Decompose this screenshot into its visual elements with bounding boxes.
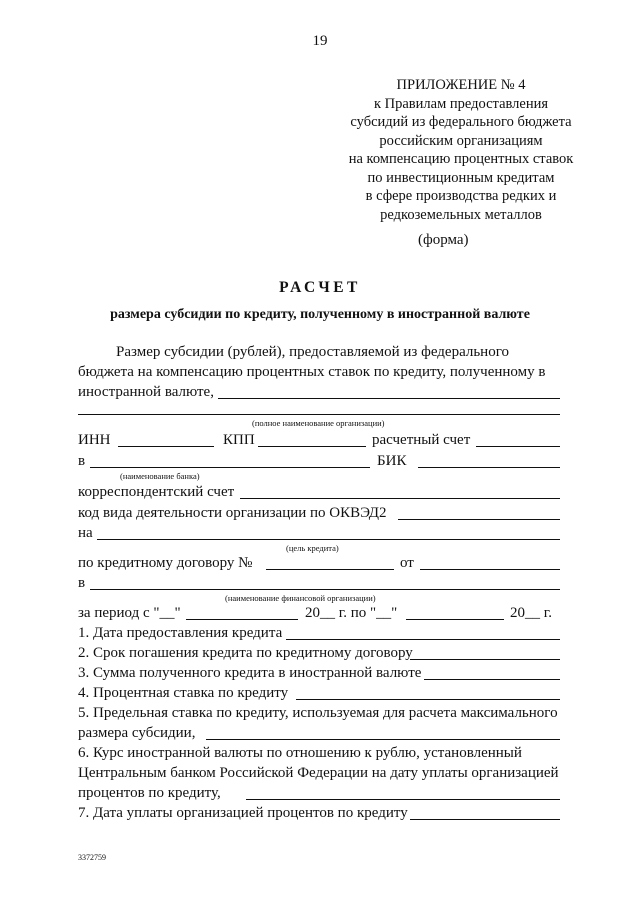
caption-credit-purpose: (цель кредита) (286, 543, 339, 553)
item-6-line-2: Центральным банком Российской Федерации на дату уплаты организацией (78, 765, 559, 781)
appendix-line: по инвестиционным кредитам (367, 169, 555, 186)
form-label: (форма) (418, 232, 469, 248)
appendix-line: к Правилам предоставления (373, 95, 549, 112)
item-2-field[interactable] (410, 659, 560, 660)
contract-date-field[interactable] (420, 569, 560, 570)
fin-org-prefix: в (78, 575, 86, 591)
okved-label: код вида деятельности организации по ОКВЭД2 (78, 505, 387, 521)
period-from-field[interactable] (186, 619, 298, 620)
caption-fin-org: (наименование финансовой организации) (225, 593, 376, 603)
inn-label: ИНН (78, 432, 111, 448)
item-5-field[interactable] (206, 739, 560, 740)
document-code: 3372759 (78, 853, 106, 862)
intro-line-3-row (78, 382, 214, 402)
bik-field[interactable] (418, 467, 560, 468)
appendix-line: в сфере производства редких и (365, 188, 557, 204)
credit-purpose-field[interactable] (97, 539, 560, 540)
contract-label: по кредитному договору № (78, 555, 253, 571)
item-6-line-1: 6. Курс иностранной валюты по отношению к рублю, установленный (78, 745, 522, 761)
appendix-line: субсидий из федерального бюджета (350, 114, 572, 130)
org-name-fill-1[interactable] (218, 398, 560, 399)
inn-field[interactable] (118, 446, 214, 447)
fin-org-field[interactable] (90, 589, 560, 590)
item-4-field[interactable] (296, 699, 560, 700)
appendix-line: на компенсацию процентных ставок (348, 151, 574, 167)
period-to-label: 20__ г. по "__" (305, 605, 398, 621)
item-6-line-3: процентов по кредиту, (78, 785, 221, 801)
org-name-fill-2[interactable] (78, 414, 560, 415)
period-year-label: 20__ г. (510, 605, 552, 621)
okved-field[interactable] (398, 519, 560, 520)
account-label: расчетный счет (372, 432, 471, 448)
appendix-line: редкоземельных металлов (380, 206, 542, 223)
period-to-field[interactable] (406, 619, 504, 620)
page-number: 19 (312, 33, 328, 49)
period-from-label: за период с "__" (78, 605, 181, 621)
document-title: РАСЧЕТ (279, 279, 361, 296)
bank-prefix: в (78, 453, 86, 469)
kpp-field[interactable] (258, 446, 366, 447)
caption-bank-name: (наименование банка) (120, 471, 200, 481)
bik-label: БИК (377, 453, 407, 469)
corr-account-label: корреспондентский счет (78, 484, 235, 500)
contract-number-field[interactable] (266, 569, 394, 570)
item-1-label: 1. Дата предоставления кредита (78, 625, 283, 641)
item-7-label: 7. Дата уплаты организацией процентов по кредиту (78, 805, 408, 821)
intro-paragraph (78, 343, 560, 382)
appendix-line: российским организациям (379, 132, 543, 149)
bank-name-field[interactable] (90, 467, 370, 468)
contract-date-label: от (400, 555, 414, 571)
item-3-field[interactable] (424, 679, 560, 680)
intro-line-2: бюджета на компенсацию процентных ставок по кредиту, полученному в (78, 363, 546, 380)
intro-line-1: Размер субсидии (рублей), предоставляемой из федерального (116, 344, 509, 360)
item-4-label: 4. Процентная ставка по кредиту (78, 685, 289, 701)
appendix-header (296, 76, 626, 224)
corr-account-field[interactable] (240, 498, 560, 499)
intro-line-3: иностранной валюте, (78, 384, 214, 400)
item-1-field[interactable] (286, 639, 560, 640)
item-3-label: 3. Сумма полученного кредита в иностранной валюте (78, 665, 422, 681)
item-5-line-1: 5. Предельная ставка по кредиту, используемая для расчета максимального (78, 705, 558, 721)
item-6-field[interactable] (246, 799, 560, 800)
appendix-line: ПРИЛОЖЕНИЕ № 4 (396, 77, 526, 93)
item-2-label: 2. Срок погашения кредита по кредитному договору (78, 645, 413, 661)
item-7-field[interactable] (410, 819, 560, 820)
account-field[interactable] (476, 446, 560, 447)
caption-org-name: (полное наименование организации) (252, 418, 385, 428)
purpose-prefix: на (78, 525, 93, 541)
document-subtitle: размера субсидии по кредиту, полученному в иностранной валюте (110, 307, 530, 322)
item-5-line-2: размера субсидии, (78, 725, 196, 741)
kpp-label: КПП (223, 432, 255, 448)
